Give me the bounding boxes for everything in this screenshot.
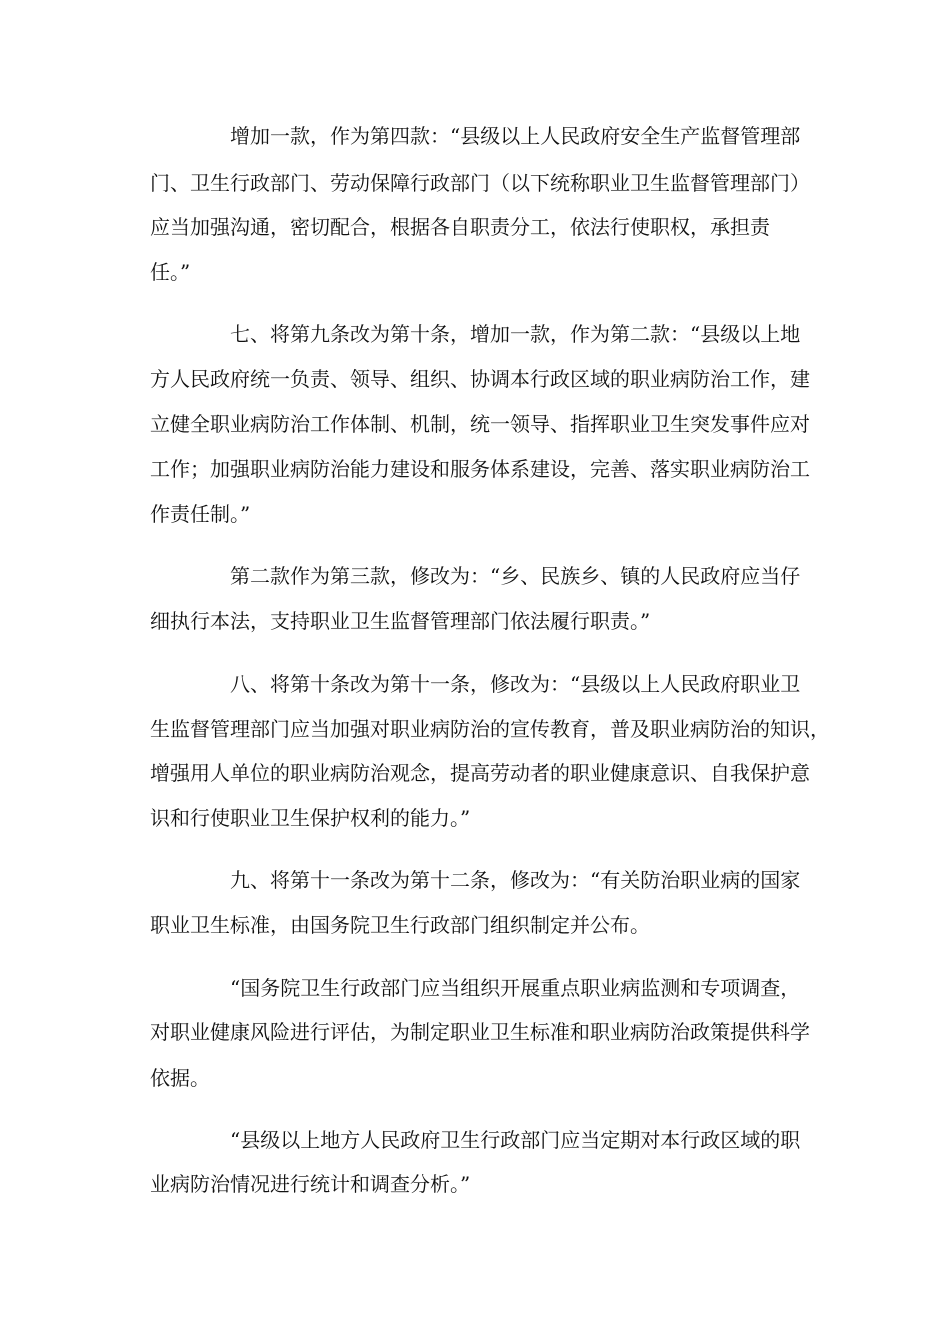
paragraph-line: 对职业健康风险进行评估，为制定职业卫生标准和职业病防治政策提供科学 (150, 1020, 810, 1044)
paragraph-line: “国务院卫生行政部门应当组织开展重点职业病监测和专项调查， (230, 976, 801, 1000)
paragraph-line: 细执行本法，支持职业卫生监督管理部门依法履行职责。” (150, 609, 651, 633)
paragraph-line: 增加一款，作为第四款：“县级以上人民政府安全生产监督管理部 (230, 124, 801, 148)
paragraph-line: 增强用人单位的职业病防治观念，提高劳动者的职业健康意识、自我保护意 (150, 761, 810, 785)
paragraph-line: 八、将第十条改为第十一条，修改为：“县级以上人民政府职业卫 (230, 672, 801, 696)
paragraph-line: 立健全职业病防治工作体制、机制，统一领导、指挥职业卫生突发事件应对 (150, 412, 810, 436)
paragraph-line: 工作；加强职业病防治能力建设和服务体系建设，完善、落实职业病防治工 (150, 457, 810, 481)
paragraph-line: 九、将第十一条改为第十二条，修改为：“有关防治职业病的国家 (230, 868, 801, 892)
paragraph-line: 生监督管理部门应当加强对职业病防治的宣传教育，普及职业病防治的知识， (150, 717, 830, 741)
paragraph-line: 作责任制。” (150, 502, 251, 526)
paragraph-line: 第二款作为第三款，修改为：“乡、民族乡、镇的人民政府应当仔 (230, 564, 801, 588)
paragraph-line: 任。” (150, 260, 191, 284)
paragraph-line: 业病防治情况进行统计和调查分析。” (150, 1172, 471, 1196)
paragraph-line: 应当加强沟通，密切配合，根据各自职责分工，依法行使职权，承担责 (150, 215, 770, 239)
paragraph-line: 门、卫生行政部门、劳动保障行政部门（以下统称职业卫生监督管理部门） (150, 171, 810, 195)
paragraph-line: “县级以上地方人民政府卫生行政部门应当定期对本行政区域的职 (230, 1128, 801, 1152)
paragraph-line: 方人民政府统一负责、领导、组织、协调本行政区域的职业病防治工作，建 (150, 367, 810, 391)
paragraph-line: 识和行使职业卫生保护权利的能力。” (150, 806, 471, 830)
paragraph-line: 职业卫生标准，由国务院卫生行政部门组织制定并公布。 (150, 913, 650, 937)
paragraph-line: 依据。 (150, 1066, 210, 1090)
paragraph-line: 七、将第九条改为第十条，增加一款，作为第二款：“县级以上地 (230, 322, 801, 346)
